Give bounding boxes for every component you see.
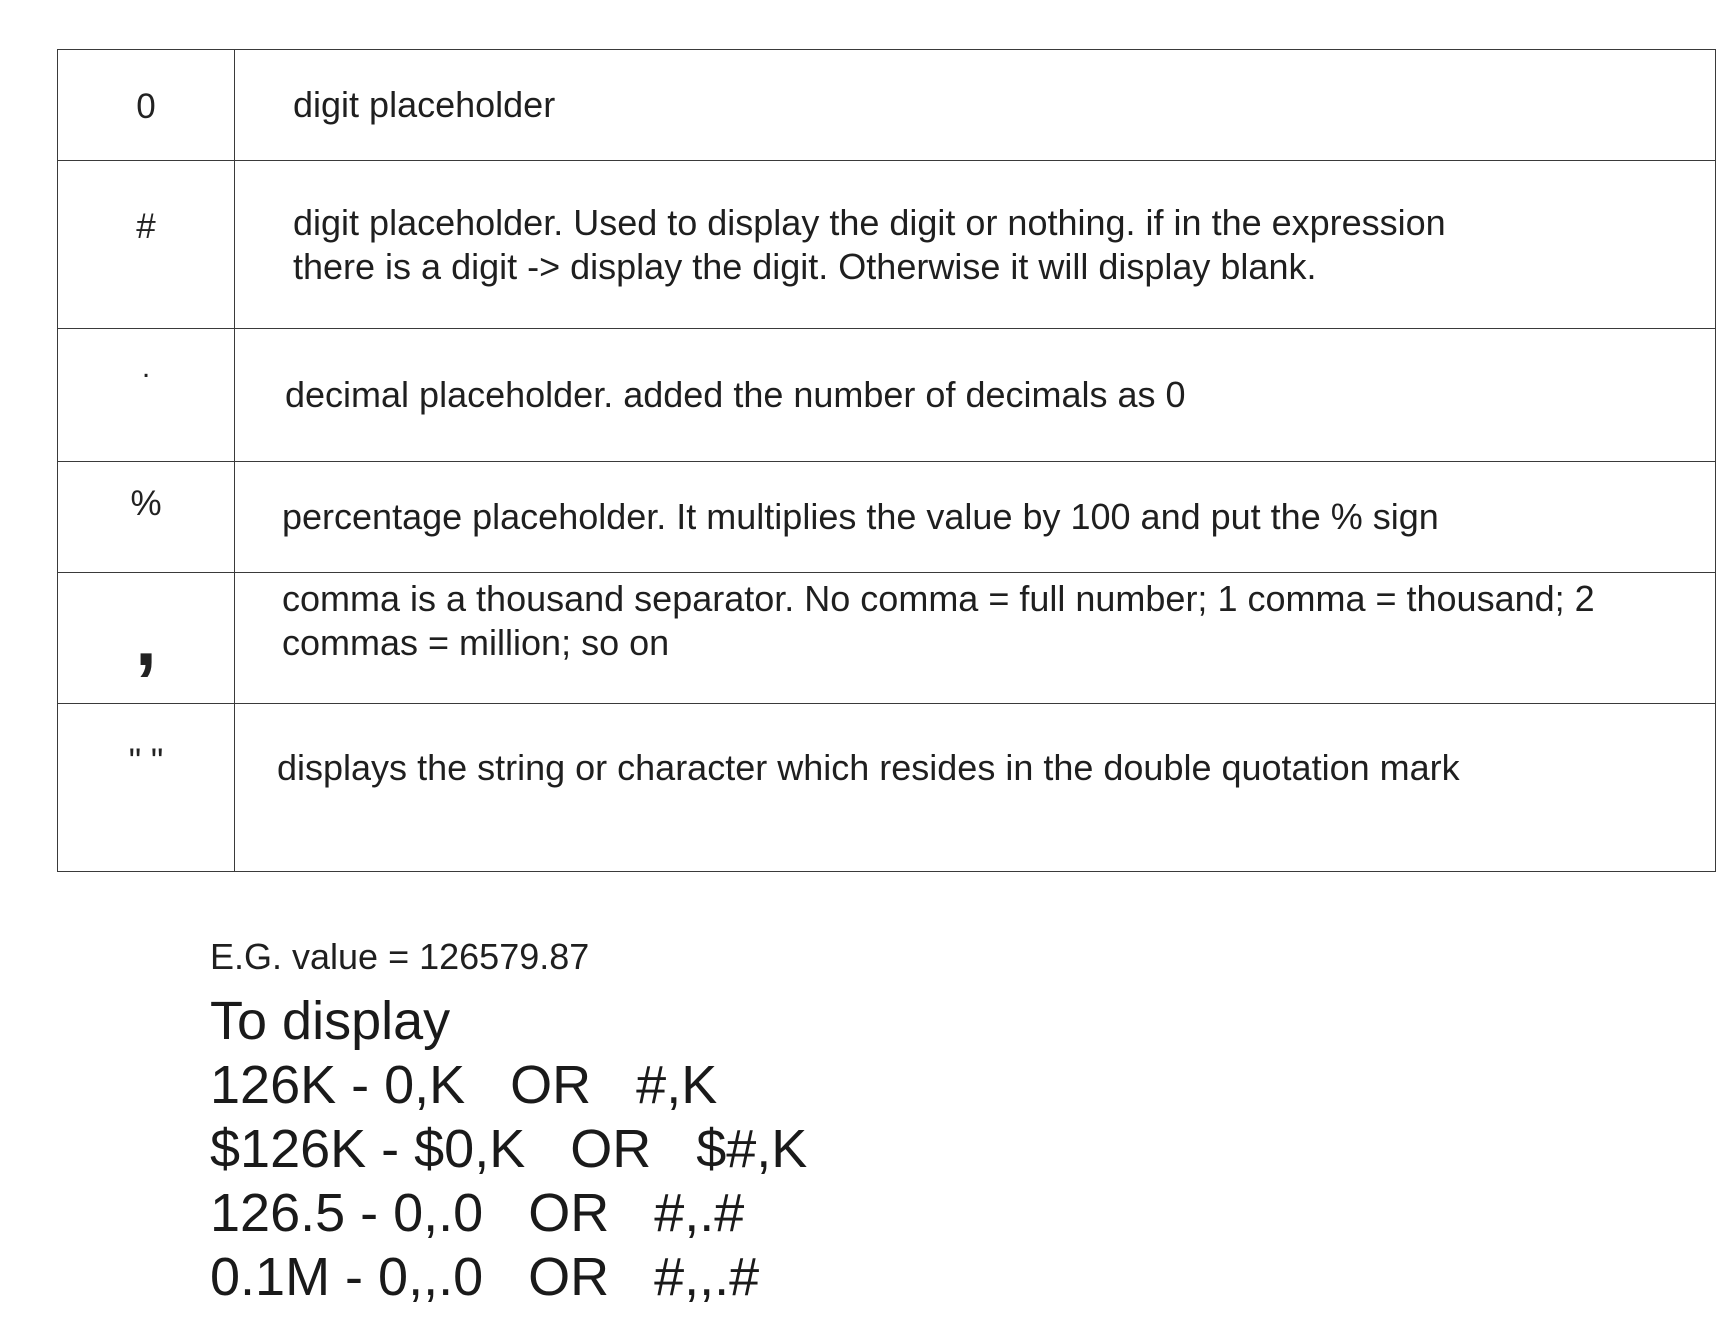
format-symbol: % <box>58 462 235 573</box>
format-description: digit placeholder. Used to display the digit or nothing. if in the expression there is a digit -> display the digit. Otherwise it will display blank. <box>235 161 1716 329</box>
table-row <box>58 329 1716 462</box>
display-heading: To display <box>210 991 451 1051</box>
display-example-line: 126.5 - 0,.0 OR #,.# <box>210 1183 745 1243</box>
table-row <box>58 161 1716 329</box>
format-description: displays the string or character which resides in the double quotation mark <box>235 704 1716 872</box>
format-description: percentage placeholder. It multiplies the value by 100 and put the % sign <box>235 462 1716 573</box>
example-value: E.G. value = 126579.87 <box>210 936 590 977</box>
table-row <box>58 704 1716 872</box>
format-symbol: " " <box>58 704 235 872</box>
format-description: digit placeholder <box>235 50 1716 161</box>
format-symbol: , <box>58 573 235 704</box>
display-examples <box>210 989 807 1309</box>
format-symbol: . <box>58 329 235 462</box>
table-row <box>58 573 1716 704</box>
table-row <box>58 462 1716 573</box>
table-row <box>58 50 1716 161</box>
format-description: comma is a thousand separator. No comma = full number; 1 comma = thousand; 2 commas = million; so on <box>235 573 1716 704</box>
format-symbol: 0 <box>58 50 235 161</box>
format-codes-table <box>57 49 1716 872</box>
display-example-line: $126K - $0,K OR $#,K <box>210 1119 808 1179</box>
example-section <box>210 935 807 1309</box>
display-example-line: 0.1M - 0,,.0 OR #,,.# <box>210 1247 760 1307</box>
format-symbol: # <box>58 161 235 329</box>
format-description: decimal placeholder. added the number of decimals as 0 <box>235 329 1716 462</box>
display-example-line: 126K - 0,K OR #,K <box>210 1055 718 1115</box>
